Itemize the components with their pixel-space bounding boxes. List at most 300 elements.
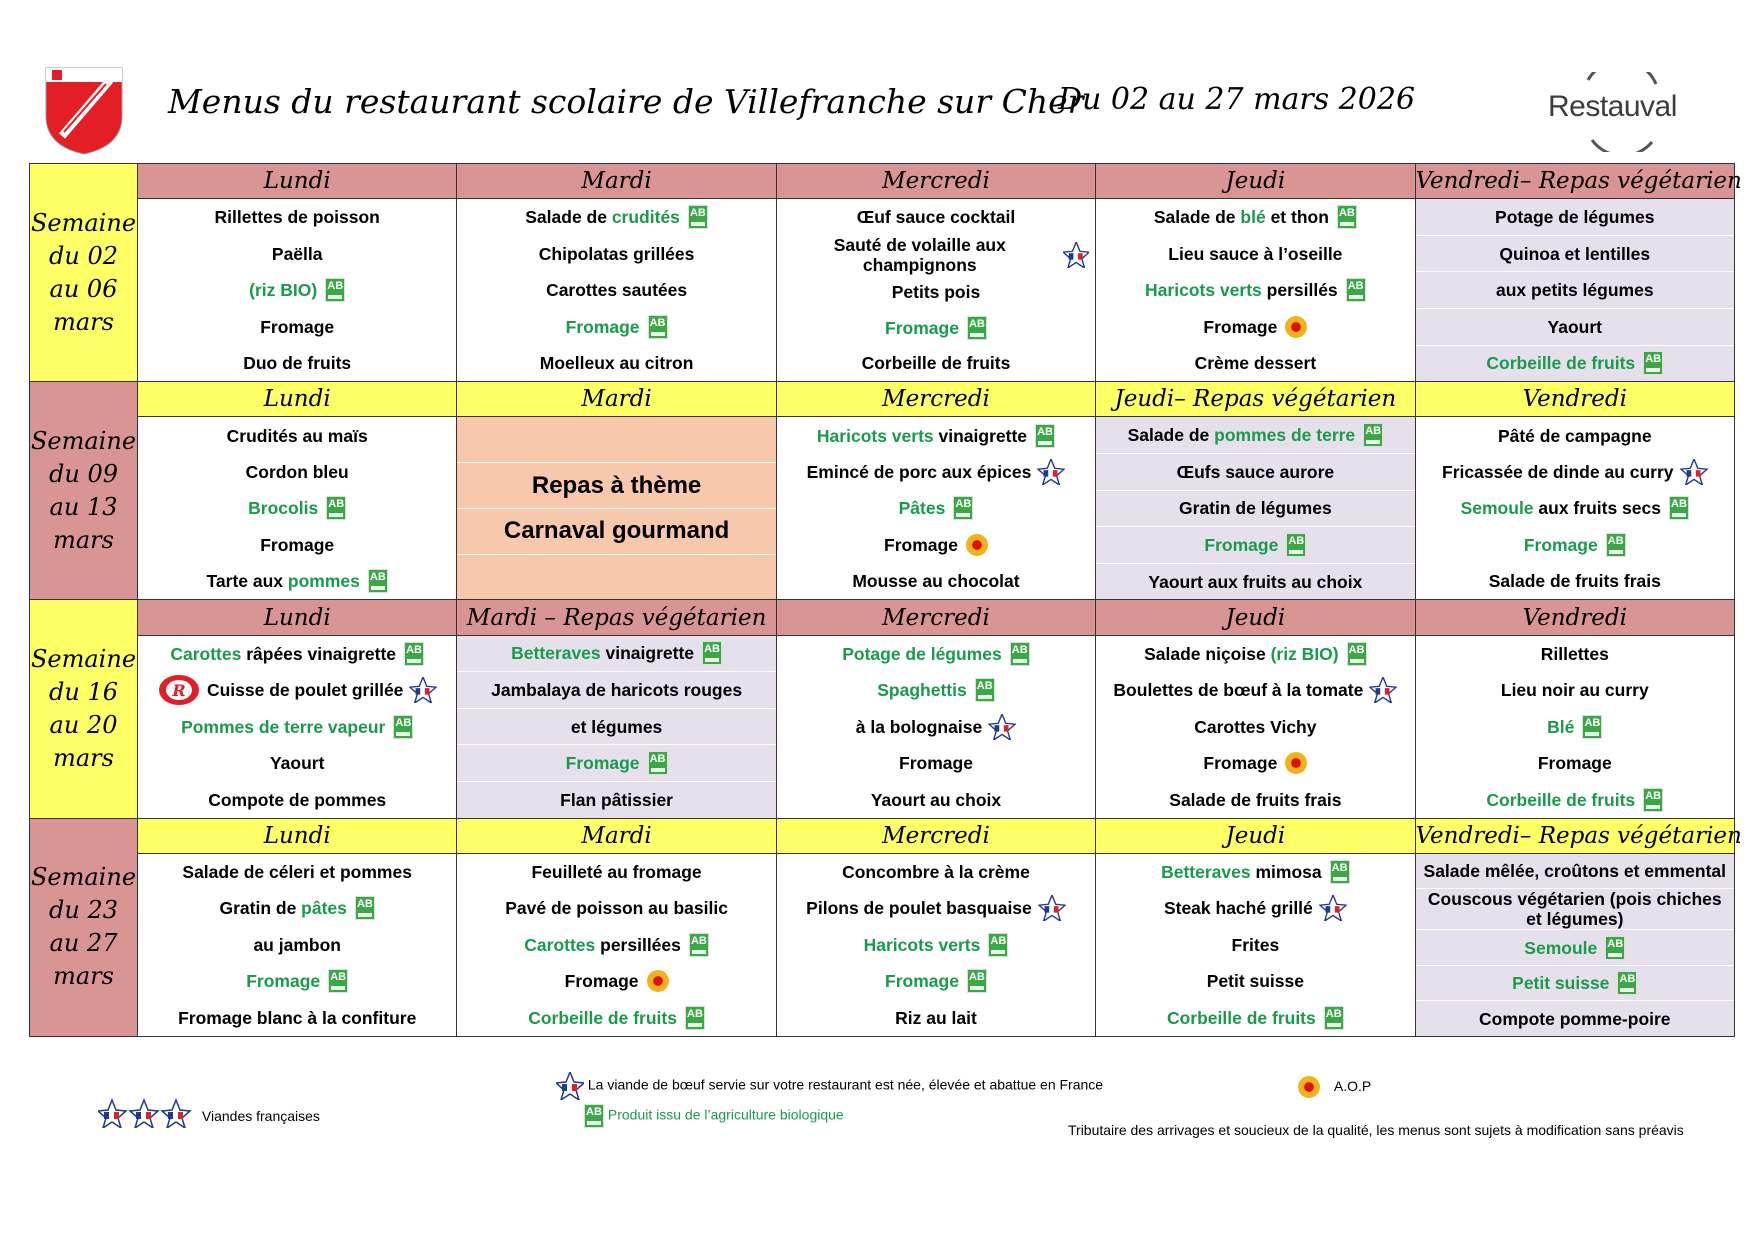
menu-item (1416, 708, 1734, 744)
ab-organic-icon: AB (1669, 496, 1689, 520)
day-header-mardi: Mardi (457, 818, 776, 853)
menu-item-text (899, 498, 946, 518)
menu-item-text (806, 898, 1032, 918)
menu-item-main: Fromage (565, 753, 640, 774)
legend-boeuf (556, 1072, 1103, 1100)
menu-item (777, 490, 1095, 526)
label-rouge-icon (157, 673, 201, 707)
ab-organic-icon: AB (1286, 533, 1306, 557)
menu-item-main: Gratin de (219, 898, 302, 919)
menu-item-main: Pommes de terre vapeur (181, 716, 386, 737)
menu-item-main: Chipolatas grillées (538, 243, 695, 264)
week-menu-row (30, 417, 1735, 600)
menu-item-main: Cuisse de poulet grillée (206, 680, 404, 701)
viande-bovine-francaise-icon (556, 1072, 584, 1100)
menu-item (1096, 708, 1414, 744)
menu-item (777, 963, 1095, 999)
menu-item-text (1461, 498, 1661, 518)
menu-item-main: Fromage (1203, 316, 1278, 337)
menu-item-text (170, 644, 396, 664)
menu-item (457, 782, 775, 818)
menu-item (138, 308, 456, 344)
day-header-mardi: Mardi (457, 382, 776, 417)
menu-item (777, 235, 1095, 275)
menu-item-organic: pâtes (301, 898, 347, 919)
menu-item (1416, 672, 1734, 708)
menu-item (1416, 781, 1734, 817)
menu-item-suffix: vinaigrette (933, 425, 1028, 446)
menu-item (777, 275, 1095, 311)
menu-item (138, 672, 456, 708)
logo-text: Restauval (1548, 90, 1677, 123)
menu-item-text (560, 790, 673, 810)
menu-item (777, 310, 1095, 346)
menu-item-text (1538, 753, 1612, 773)
menu-item (777, 781, 1095, 817)
menu-item (1416, 236, 1734, 273)
menu-item-main: Fromage (899, 753, 973, 774)
menu-item (1096, 454, 1414, 491)
menu-item-text (885, 318, 959, 338)
viande-francaise-icon (1369, 677, 1397, 703)
menu-item (1096, 636, 1414, 672)
menu-item (457, 636, 775, 673)
menu-item (138, 636, 456, 672)
aop-icon (966, 534, 988, 556)
menu-item (1096, 272, 1414, 308)
menu-item-main: Petit suisse (1512, 973, 1610, 994)
day-header-mercredi: Mercredi (776, 818, 1095, 853)
menu-item (1096, 527, 1414, 564)
menu-item-main: Tarte aux (206, 571, 288, 592)
menu-item-main: Corbeille de fruits (1486, 789, 1636, 810)
menu-item-text (1548, 317, 1602, 337)
day-header-jeudi: Jeudi (1096, 818, 1415, 853)
menu-item-organic: (riz BIO) (1270, 643, 1339, 664)
menu-item (1416, 854, 1734, 890)
page-title: Menus du restaurant scolaire de Villefranche sur Cher (168, 82, 1084, 121)
menu-item-text (1496, 280, 1654, 300)
aop-icon (1285, 316, 1307, 338)
menu-item-main: Fromage (564, 971, 639, 992)
day-header-mercredi: Mercredi (776, 164, 1095, 199)
menu-item (1096, 564, 1414, 600)
menu-item-main: Paëlla (271, 243, 323, 264)
menu-item-text (1144, 644, 1339, 664)
menu-item-text (249, 280, 317, 300)
menu-item (457, 236, 775, 272)
menu-cell-mercredi (776, 635, 1095, 818)
menu-item-text (219, 898, 346, 918)
menu-item (1096, 854, 1414, 890)
menu-item (777, 854, 1095, 890)
day-header-lundi: Lundi (138, 164, 457, 199)
menu-item-text (1167, 1008, 1316, 1028)
ab-organic-icon: AB (689, 933, 709, 957)
menu-item-main: Steak haché grillé (1163, 898, 1313, 919)
menu-item-text (531, 862, 701, 882)
menu-item-text (783, 235, 1057, 275)
menu-item (1416, 272, 1734, 309)
menu-item (457, 745, 775, 782)
week-label-line: mars (53, 307, 114, 336)
menu-cell-mercredi (776, 199, 1095, 382)
menu-item-suffix: et thon (1265, 207, 1329, 228)
menu-item-main: Compote pomme-poire (1479, 1008, 1671, 1029)
menu-item-main: Carottes Vichy (1194, 716, 1317, 737)
menu-item-main: Fromage (246, 971, 321, 992)
menu-item-text (571, 717, 662, 737)
week-menu-row (30, 853, 1735, 1036)
day-header-mercredi: Mercredi (776, 382, 1095, 417)
menu-item (138, 708, 456, 744)
menu-item-main: Gratin de légumes (1179, 498, 1332, 519)
menu-item (1416, 199, 1734, 236)
menu-item-text (505, 898, 728, 918)
menu-item-main: Fromage (1203, 753, 1278, 774)
menu-item (777, 708, 1095, 744)
menu-item-text (1501, 680, 1649, 700)
menu-item (777, 454, 1095, 490)
menu-item-text (540, 353, 694, 373)
menu-item (138, 563, 456, 599)
menu-item-main: Yaourt (1547, 316, 1603, 337)
menu-item-main: Mousse au chocolat (852, 571, 1020, 592)
menu-item-text (1524, 535, 1598, 555)
menu-item-text (511, 643, 694, 663)
ab-icon: AB (584, 1104, 604, 1128)
menu-item-text (1164, 898, 1313, 918)
menu-item-main: Carottes sautées (546, 280, 688, 301)
menu-item-text (1168, 244, 1342, 264)
menu-item-main: Lieu noir au curry (1500, 680, 1649, 701)
menu-item (457, 890, 775, 926)
menu-item-main: Corbeille de fruits (1166, 1007, 1316, 1028)
menu-item (777, 927, 1095, 963)
menu-item-suffix: aux fruits secs (1533, 498, 1661, 519)
menu-item (138, 963, 456, 999)
week-label-line: au 27 (49, 929, 118, 958)
menu-item-text (884, 535, 958, 555)
week-label (30, 164, 138, 382)
menu-item-main: Pâtes (898, 498, 946, 519)
menu-item (1416, 889, 1734, 930)
menu-item (138, 527, 456, 563)
viande-francaise-icons (98, 1098, 198, 1128)
menu-item-main: Concombre à la crème (842, 862, 1030, 883)
menu-item-main: Fromage (260, 534, 335, 555)
menu-item-main: Haricots verts (1145, 280, 1262, 301)
menu-item (1416, 930, 1734, 966)
menu-item-text (565, 971, 639, 991)
menu-item-main: Haricots verts (816, 425, 934, 446)
day-header-lundi: Lundi (138, 600, 457, 635)
page-header (0, 0, 1755, 160)
legend-viandes-label: Viandes françaises (201, 1108, 320, 1124)
menu-item-main: Rillettes de poisson (214, 207, 380, 228)
menu-item (1096, 345, 1414, 381)
day-header-mardi-repas-vegetarien: Mardi – Repas végétarien (457, 600, 776, 635)
week-menu-row (30, 199, 1735, 382)
menu-item-main: Potage de légumes (842, 643, 1002, 664)
menu-item (1096, 745, 1414, 781)
menu-item-main: Brocolis (248, 498, 319, 519)
menu-item-main: et légumes (570, 716, 663, 737)
menu-cell-lundi (138, 635, 457, 818)
menu-item-text (892, 282, 981, 302)
menu-item-main: Fromage blanc à la confiture (178, 1007, 417, 1028)
menu-item (457, 963, 775, 999)
menu-item-text (524, 935, 681, 955)
day-header-vendredi: Vendredi (1415, 382, 1734, 417)
menu-item-main: Sauté de volaille aux champignons (833, 234, 1006, 275)
menu-item (1416, 1001, 1734, 1036)
menu-item-main: Fricassée de dinde au curry (1442, 462, 1674, 483)
ab-organic-icon: AB (648, 751, 668, 775)
menu-item-main: Feuilleté au fromage (531, 862, 702, 883)
viande-francaise-icon (1037, 459, 1065, 485)
week-header-row (30, 600, 1735, 635)
menu-item (1416, 454, 1734, 490)
menu-cell-lundi (138, 199, 457, 382)
menu-item-main: Crème dessert (1194, 353, 1317, 374)
menu-item-text (871, 790, 1001, 810)
menu-item-main: Salade de céleri et pommes (182, 862, 412, 883)
menu-item (138, 781, 456, 817)
menu-item-main: Fromage (1537, 753, 1612, 774)
menu-item-text (1195, 353, 1317, 373)
menu-item-main: Carottes (170, 643, 242, 664)
ab-organic-icon: AB (1643, 351, 1663, 375)
menu-item-main: Blé (1547, 716, 1575, 737)
menu-item-suffix: vinaigrette (600, 643, 695, 664)
menu-item-text (1113, 680, 1363, 700)
menu-cell-jeudi-repas-vegetarien (1096, 417, 1415, 600)
menu-item-organic: blé (1240, 207, 1266, 228)
menu-item-main: (riz BIO) (249, 280, 318, 301)
menu-item-main: Petit suisse (1206, 971, 1304, 992)
menu-item-text (1541, 644, 1609, 664)
menu-item-main: Compote de pommes (208, 789, 387, 810)
menu-item-text (817, 426, 1027, 446)
menu-item-text (842, 862, 1030, 882)
menu-item-main: Riz au lait (895, 1007, 977, 1028)
week-header-row (30, 818, 1735, 853)
menu-item (138, 272, 456, 308)
week-label (30, 382, 138, 600)
menu-item (1096, 417, 1414, 454)
ab-organic-icon: AB (368, 569, 388, 593)
menu-item-text (1489, 571, 1661, 591)
menu-item-suffix: mimosa (1250, 862, 1322, 883)
viande-francaise-icon (1063, 242, 1089, 268)
ab-organic-icon: AB (1363, 423, 1383, 447)
menu-item (457, 345, 775, 381)
menu-item-text (1128, 425, 1356, 445)
ab-organic-icon: AB (325, 278, 345, 302)
ab-organic-icon: AB (967, 316, 987, 340)
menu-item (457, 1000, 775, 1036)
menu-item-main: Salade de (525, 207, 612, 228)
day-header-jeudi-repas-vegetarien: Jeudi– Repas végétarien (1096, 382, 1415, 417)
menu-item (777, 890, 1095, 926)
menu-item-main: Fromage (884, 534, 958, 555)
ab-organic-icon: AB (648, 315, 668, 339)
menu-item (138, 890, 456, 926)
menu-item-text (864, 935, 981, 955)
menu-item-text (1203, 317, 1277, 337)
aop-icon (1285, 752, 1307, 774)
menu-item (138, 454, 456, 490)
menu-item-main: Salade mêlée, croûtons et emmental (1423, 861, 1727, 882)
week-header-row (30, 164, 1735, 199)
menu-item-text (539, 244, 695, 264)
menu-item-text (842, 644, 1002, 664)
menu-item (1416, 309, 1734, 346)
menu-cell-mardi (457, 853, 776, 1036)
menu-item-text (885, 971, 959, 991)
ab-organic-icon: AB (328, 969, 348, 993)
menu-item (138, 854, 456, 890)
menu-item-text (246, 971, 320, 991)
menu-item (138, 1000, 456, 1036)
menu-item-main: au jambon (253, 934, 341, 955)
week-label-line: du 16 (49, 678, 118, 707)
legend-bio-label: Produit issu de l’agriculture biologique (607, 1106, 844, 1123)
ab-organic-icon: AB (1347, 642, 1367, 666)
menu-item-text (260, 317, 334, 337)
menu-item (777, 1000, 1095, 1036)
menu-item-main: Salade de (1153, 207, 1241, 228)
menu-item-text (181, 717, 385, 737)
menu-item (457, 709, 775, 746)
menu-item-text (243, 353, 351, 373)
menu-item-main: aux petits légumes (1496, 280, 1654, 301)
week-label-line: mars (53, 744, 114, 773)
menu-item-main: Cordon bleu (245, 462, 349, 483)
menu-item-main: Pâté de campagne (1497, 425, 1652, 446)
menu-item (1096, 491, 1414, 528)
menu-item (457, 854, 775, 890)
theme-line: Repas à thème (457, 463, 775, 509)
menu-item-main: Jambalaya de haricots rouges (491, 680, 743, 701)
menu-item-text (895, 1008, 977, 1028)
menu-item-text (260, 535, 334, 555)
menu-item-text (272, 244, 323, 264)
ab-organic-icon: AB (355, 896, 375, 920)
menu-item-text (491, 680, 742, 700)
week-label-line: Semaine (30, 863, 137, 892)
menu-item-text (1148, 572, 1362, 592)
week-label (30, 600, 138, 818)
legend-bio (584, 1104, 844, 1128)
menu-item (1096, 927, 1414, 963)
menu-item-main: Duo de fruits (243, 353, 352, 374)
menu-item-text (1422, 889, 1728, 929)
menu-item-main: Fromage (565, 316, 640, 337)
menu-item (777, 417, 1095, 453)
week-label-line: du 23 (49, 896, 118, 925)
menu-item-text (566, 753, 640, 773)
legend-aop-label: A.O.P (1333, 1077, 1372, 1094)
menu-item-text (207, 680, 403, 700)
menu-item-main: Rillettes (1540, 643, 1609, 664)
menu-item-main: Semoule (1524, 937, 1598, 958)
menu-item-text (207, 571, 360, 591)
menu-cell-mardi-repas-vegetarien (457, 635, 776, 818)
menu-item-text (1442, 462, 1674, 482)
menu-item-text (1177, 462, 1335, 482)
menu-item-text (1179, 498, 1332, 518)
menu-item-main: Potage de légumes (1495, 206, 1655, 227)
menu-item (138, 199, 456, 235)
menu-cell-vendredi (1415, 417, 1734, 600)
menu-item (1096, 890, 1414, 926)
menu-item-main: Fromage (1204, 535, 1279, 556)
menu-item (1416, 966, 1734, 1002)
week-label-line: au 06 (49, 274, 118, 303)
day-header-vendredi-repas-vegetarien: Vendredi– Repas végétarien (1415, 818, 1734, 853)
menu-item-main: Semoule (1460, 498, 1534, 519)
week-label-line: mars (53, 962, 114, 991)
week-label-line: au 20 (49, 711, 118, 740)
menu-item-main: Fromage (885, 317, 959, 338)
menu-item-main: Quinoa et lentilles (1499, 243, 1651, 264)
menu-item-text (852, 571, 1019, 591)
menu-item-main: Yaourt aux fruits au choix (1148, 571, 1363, 592)
viande-francaise-icon (1680, 459, 1708, 485)
menu-item-text (546, 280, 687, 300)
legend-note (1068, 1122, 1684, 1138)
menu-item-main: Spaghettis (877, 680, 967, 701)
menu-item-main: Pavé de poisson au basilic (505, 898, 728, 919)
menu-item-text (1204, 535, 1278, 555)
aop-icon (647, 970, 669, 992)
menu-item-text (1145, 280, 1338, 300)
ab-organic-icon: AB (688, 205, 708, 229)
menu-item (1416, 527, 1734, 563)
menu-item-text (856, 717, 982, 737)
menu-item-suffix: persillées (595, 934, 681, 955)
menu-item-text (215, 207, 380, 227)
menu-item (138, 745, 456, 781)
menu-item-main: Yaourt (269, 753, 325, 774)
menu-item-suffix: râpées vinaigrette (241, 643, 397, 664)
legend-viandes (98, 1098, 320, 1131)
menu-item-main: Salade de fruits frais (1488, 571, 1661, 592)
menu-item (457, 272, 775, 308)
menu-item (457, 672, 775, 709)
ab-organic-icon: AB (1324, 1006, 1344, 1030)
ab-organic-icon: AB (702, 641, 722, 665)
menu-item-main: Moelleux au citron (539, 353, 694, 374)
menu-item (457, 308, 775, 344)
menu-item-text (1424, 861, 1726, 881)
menu-item (138, 927, 456, 963)
menu-item-text (1169, 790, 1341, 810)
menu-item-main: Corbeille de fruits (861, 353, 1011, 374)
menu-cell-lundi (138, 853, 457, 1036)
aop-icon (1298, 1076, 1320, 1098)
menu-item-text (1486, 353, 1635, 373)
menu-item-text (1479, 1009, 1671, 1029)
week-label-line: Semaine (30, 208, 137, 237)
day-header-mardi: Mardi (457, 164, 776, 199)
menu-item-suffix: persillés (1261, 280, 1338, 301)
day-header-jeudi: Jeudi (1096, 164, 1415, 199)
menu-item-text (208, 790, 386, 810)
menu-item-text (566, 317, 640, 337)
